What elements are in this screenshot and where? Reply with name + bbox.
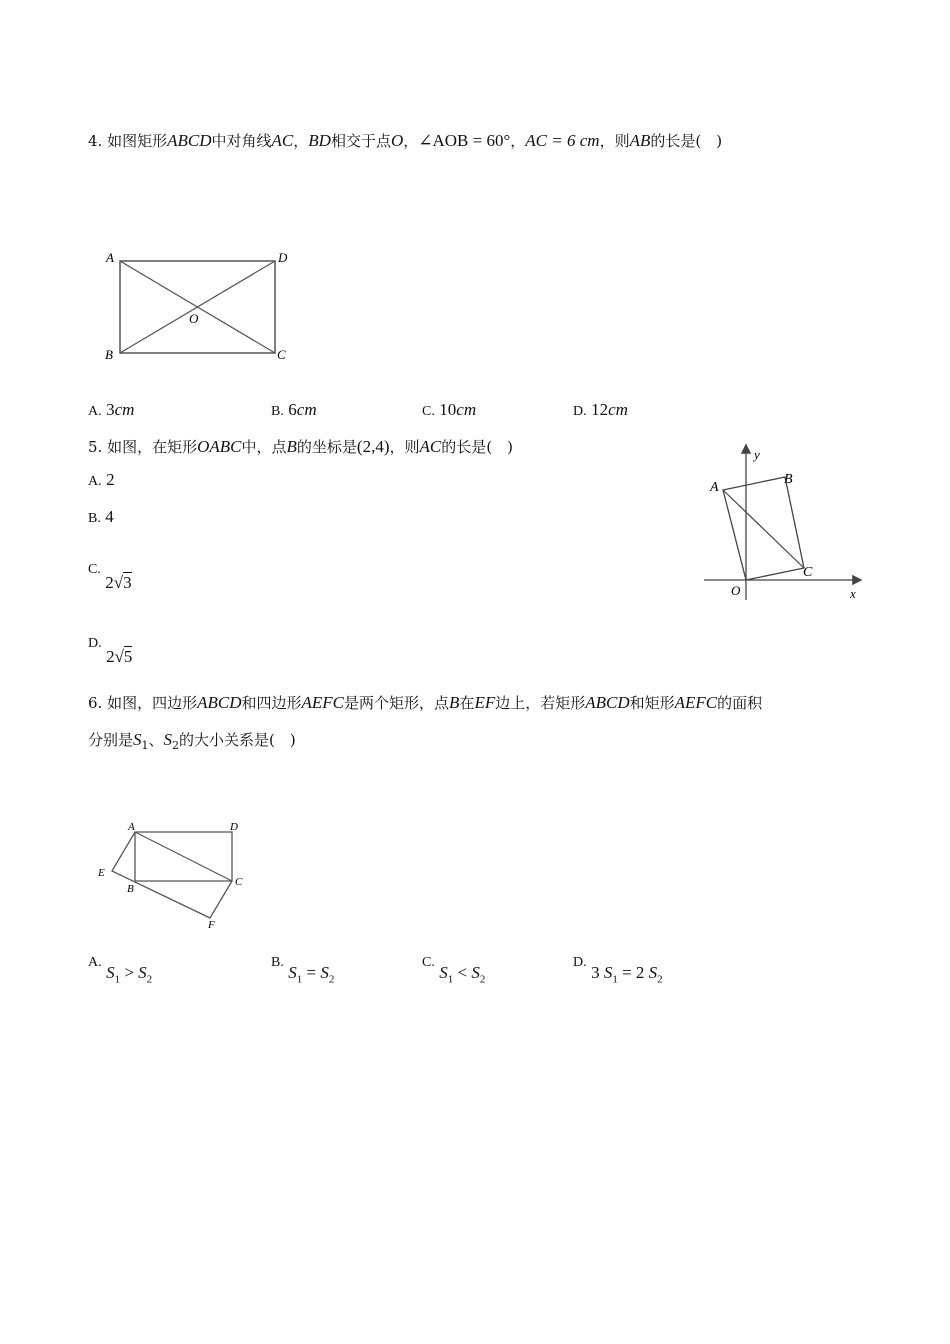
- operator: >: [120, 963, 139, 982]
- option-value: [106, 647, 132, 666]
- option-value: 2: [106, 470, 115, 489]
- vertex-label-d: D: [278, 250, 288, 265]
- subscript: 1: [114, 973, 121, 986]
- option-unit: cm: [114, 400, 135, 419]
- math: ABCD: [585, 693, 630, 712]
- subscript: 2: [172, 739, 180, 752]
- vertex-label-b: B: [784, 472, 793, 487]
- coefficient: 3: [591, 963, 600, 982]
- math: EF: [474, 693, 496, 712]
- math: AC: [419, 437, 442, 456]
- option-value: [591, 963, 663, 986]
- stem-text: ，: [403, 132, 419, 150]
- option-unit: cm: [608, 400, 628, 419]
- vertex-label-a: A: [710, 480, 719, 495]
- option-value: [591, 400, 628, 419]
- math: B: [286, 437, 297, 456]
- q4-option-b[interactable]: [271, 400, 317, 420]
- option-label: A.: [88, 474, 102, 489]
- q6-option-d[interactable]: [573, 955, 663, 986]
- q5-option-a[interactable]: [88, 470, 115, 490]
- option-value: [106, 963, 153, 986]
- stem-text: ，则: [389, 438, 420, 456]
- vertex-label-b: B: [105, 347, 113, 362]
- math: AEFC: [674, 693, 718, 712]
- operator: =: [302, 963, 321, 982]
- vertex-label-f: F: [208, 919, 215, 931]
- option-value: [439, 400, 476, 419]
- math: S: [133, 730, 142, 749]
- math: B: [449, 693, 460, 712]
- stem-text: 在: [459, 694, 475, 712]
- q5-option-b[interactable]: [88, 507, 114, 527]
- option-unit: cm: [456, 400, 477, 419]
- question-number: 4.: [88, 132, 103, 150]
- math: S: [106, 963, 115, 982]
- option-number: 10: [439, 400, 457, 419]
- subscript: 2: [479, 973, 486, 986]
- option-label: D.: [573, 404, 587, 419]
- math: S: [288, 963, 297, 982]
- stem-text: 中对角线: [211, 132, 272, 150]
- diagonal-ac: [723, 490, 804, 568]
- stem-text: 是两个矩形，点: [344, 694, 450, 712]
- option-value: [288, 963, 335, 986]
- q4-option-c[interactable]: [422, 400, 476, 420]
- option-label: B.: [271, 955, 284, 970]
- coefficient: 2: [635, 963, 645, 982]
- stem-text: 的大小关系是( ): [179, 731, 296, 749]
- vertex-label-e: E: [98, 867, 105, 879]
- vertex-label-c: C: [803, 565, 813, 580]
- option-number: 3: [106, 400, 115, 419]
- sqrt-sign: √: [114, 647, 124, 666]
- math: O: [390, 131, 404, 150]
- coordinate-rectangle-figure: [700, 440, 870, 605]
- radicand: 5: [123, 647, 133, 666]
- stem-text: 和矩形: [629, 694, 675, 712]
- stem-text: 如图矩形: [107, 132, 168, 150]
- math: S: [163, 730, 173, 749]
- x-axis-label: x: [850, 586, 856, 601]
- math: S: [320, 963, 329, 982]
- stem-text: 分别是: [88, 731, 134, 749]
- q4-option-d[interactable]: [573, 400, 628, 420]
- math: S: [471, 963, 480, 982]
- math: S: [439, 963, 448, 982]
- q5-option-d[interactable]: [88, 636, 133, 666]
- stem-text: 的坐标是: [296, 438, 357, 456]
- option-label: A.: [88, 955, 102, 970]
- rectangle-aefc: [112, 832, 232, 918]
- center-label-o: O: [189, 311, 199, 326]
- q4-option-a[interactable]: [88, 400, 134, 420]
- coefficient: 2: [106, 647, 115, 666]
- radicand: 3: [123, 573, 132, 592]
- option-label: B.: [271, 404, 284, 419]
- math: (2,4): [356, 437, 390, 456]
- option-unit: cm: [296, 400, 317, 419]
- y-axis-label: y: [754, 447, 760, 462]
- q6-option-b[interactable]: [271, 955, 335, 986]
- option-label: C.: [422, 955, 435, 970]
- stem-text: 如图，在矩形: [107, 438, 198, 456]
- stem-text: 中，点: [241, 438, 287, 456]
- option-label: A.: [88, 404, 102, 419]
- origin-label-o: O: [731, 583, 741, 598]
- stem-text: 相交于点: [330, 132, 391, 150]
- question-6-stem-line1: [88, 692, 762, 714]
- option-value: [439, 963, 486, 986]
- stem-text: 的面积: [717, 694, 763, 712]
- q5-option-c[interactable]: [88, 562, 132, 592]
- math: S: [603, 963, 613, 982]
- subscript: 1: [141, 739, 149, 752]
- subscript: 2: [328, 973, 335, 986]
- question-5-stem: [88, 436, 513, 458]
- question-number: 5.: [88, 438, 103, 456]
- question-4-stem: [88, 130, 722, 152]
- two-rectangles-figure: [92, 815, 252, 935]
- math: ABCD: [167, 131, 212, 150]
- vertex-label-a: A: [128, 821, 135, 833]
- stem-text: 和四边形: [241, 694, 302, 712]
- option-number: 12: [591, 400, 609, 419]
- operator: =: [617, 963, 636, 982]
- option-label: D.: [88, 636, 102, 651]
- option-number: 6: [288, 400, 297, 419]
- vertex-label-b: B: [127, 883, 134, 895]
- stem-text: 如图，四边形: [107, 694, 198, 712]
- stem-text: 的长是( ): [441, 438, 513, 456]
- option-value: [288, 400, 316, 419]
- math: AB: [629, 131, 651, 150]
- option-label: C.: [422, 404, 435, 419]
- q6-option-c[interactable]: [422, 955, 486, 986]
- math: S: [138, 963, 147, 982]
- option-label: C.: [88, 562, 101, 577]
- math: ABCD: [197, 693, 242, 712]
- question-6-stem-line2: [88, 729, 296, 757]
- rectangle-abcd-figure: [100, 245, 300, 370]
- vertex-label-d: D: [230, 821, 238, 833]
- diagonal-ac: [135, 832, 232, 881]
- stem-text: ，则: [599, 132, 630, 150]
- subscript: 1: [612, 973, 618, 986]
- math: BD: [308, 131, 331, 150]
- vertex-label-a: A: [106, 250, 114, 265]
- stem-text: 边上，若矩形: [495, 694, 586, 712]
- stem-text: 的长是( ): [650, 132, 723, 150]
- subscript: 1: [296, 973, 303, 986]
- stem-text: ，: [293, 132, 309, 150]
- subscript: 2: [657, 973, 663, 986]
- option-label: D.: [573, 955, 587, 970]
- vertex-label-c: C: [235, 876, 243, 888]
- vertex-label-c: C: [277, 347, 286, 362]
- operator: <: [453, 963, 472, 982]
- option-value: 4: [105, 507, 114, 526]
- math: AEFC: [301, 693, 345, 712]
- math: AC = 6 cm: [525, 131, 600, 150]
- coefficient: 2: [105, 573, 114, 592]
- stem-text: 、: [148, 731, 164, 749]
- question-number: 6.: [88, 694, 103, 712]
- option-value: [105, 573, 131, 592]
- subscript: 1: [447, 973, 454, 986]
- math: S: [648, 963, 658, 982]
- sqrt-sign: √: [113, 573, 124, 592]
- q6-option-a[interactable]: [88, 955, 153, 986]
- option-label: B.: [88, 511, 101, 526]
- math: AC: [271, 131, 294, 150]
- math: OABC: [197, 437, 242, 456]
- stem-text: ，: [510, 132, 526, 150]
- option-value: [106, 400, 134, 419]
- math: ∠AOB = 60°: [418, 131, 511, 150]
- subscript: 2: [146, 973, 153, 986]
